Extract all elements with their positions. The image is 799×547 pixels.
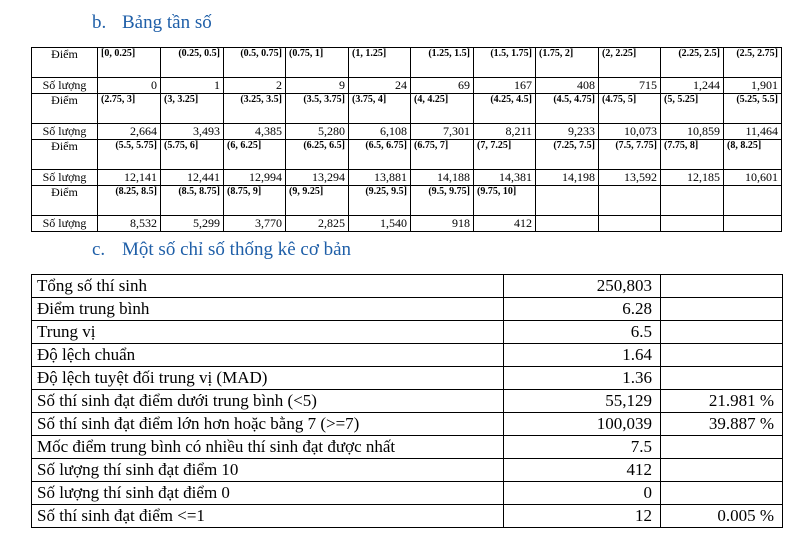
interval-cell: (3.5, 3.75]: [286, 94, 349, 124]
interval-cell: (0.25, 0.5]: [161, 48, 224, 78]
interval-row: [32, 186, 782, 216]
stat-percent: 21.981 %: [661, 390, 783, 413]
count-cell: 167: [474, 78, 536, 94]
interval-cell: (1.5, 1.75]: [474, 48, 536, 78]
count-cell: 14,198: [536, 170, 599, 186]
frequency-table: [31, 47, 782, 232]
stat-value: 1.36: [504, 367, 661, 390]
stat-value: 412: [504, 459, 661, 482]
interval-cell: [661, 186, 724, 216]
interval-row: [32, 48, 782, 78]
count-cell: 5,299: [161, 216, 224, 232]
interval-cell: (2.5, 2.75]: [724, 48, 782, 78]
count-cell: 5,280: [286, 124, 349, 140]
stat-row: [32, 275, 783, 298]
section-c-marker: c.: [92, 239, 106, 260]
count-cell: 11,464: [724, 124, 782, 140]
count-cell: 10,073: [599, 124, 661, 140]
interval-cell: (5.25, 5.5]: [724, 94, 782, 124]
count-cell: 12,141: [98, 170, 161, 186]
stat-percent: [661, 344, 783, 367]
stat-row: [32, 482, 783, 505]
section-b-title: Bảng tần số: [122, 12, 212, 33]
count-row: [32, 124, 782, 140]
stat-row: [32, 459, 783, 482]
interval-cell: (8.5, 8.75]: [161, 186, 224, 216]
interval-cell: (8, 8.25]: [724, 140, 782, 170]
count-cell: [661, 216, 724, 232]
interval-cell: (7.75, 8]: [661, 140, 724, 170]
count-row-label: Số lượng: [32, 124, 98, 140]
count-cell: 412: [474, 216, 536, 232]
stat-row: [32, 321, 783, 344]
count-cell: 7,301: [411, 124, 474, 140]
count-cell: 1: [161, 78, 224, 94]
interval-cell: [0, 0.25]: [98, 48, 161, 78]
interval-row-label: Điểm: [32, 94, 98, 124]
count-cell: 69: [411, 78, 474, 94]
stat-value: 0: [504, 482, 661, 505]
stat-label: Số thí sinh đạt điểm <=1: [32, 505, 504, 528]
interval-cell: (6, 6.25]: [224, 140, 286, 170]
count-cell: [536, 216, 599, 232]
interval-cell: (5.5, 5.75]: [98, 140, 161, 170]
count-cell: 10,859: [661, 124, 724, 140]
interval-cell: (5, 5.25]: [661, 94, 724, 124]
count-row: [32, 170, 782, 186]
count-cell: 8,532: [98, 216, 161, 232]
count-cell: 8,211: [474, 124, 536, 140]
interval-cell: (9, 9.25]: [286, 186, 349, 216]
interval-cell: (8.25, 8.5]: [98, 186, 161, 216]
count-cell: 12,441: [161, 170, 224, 186]
count-cell: 4,385: [224, 124, 286, 140]
section-c-title: Một số chỉ số thống kê cơ bản: [122, 239, 352, 260]
count-row-label: Số lượng: [32, 216, 98, 232]
interval-cell: (2, 2.25]: [599, 48, 661, 78]
count-cell: 13,881: [349, 170, 411, 186]
interval-cell: (4.25, 4.5]: [474, 94, 536, 124]
count-cell: 1,540: [349, 216, 411, 232]
count-cell: 12,185: [661, 170, 724, 186]
stat-percent: [661, 367, 783, 390]
count-row-label: Số lượng: [32, 170, 98, 186]
count-cell: 0: [98, 78, 161, 94]
stat-label: Độ lệch tuyệt đối trung vị (MAD): [32, 367, 504, 390]
interval-cell: (1, 1.25]: [349, 48, 411, 78]
interval-cell: [536, 186, 599, 216]
interval-cell: (9.25, 9.5]: [349, 186, 411, 216]
stat-percent: [661, 436, 783, 459]
stat-row: [32, 413, 783, 436]
interval-cell: (1.25, 1.5]: [411, 48, 474, 78]
statistics-table: [31, 274, 783, 528]
interval-cell: (5.75, 6]: [161, 140, 224, 170]
stat-label: Điểm trung bình: [32, 298, 504, 321]
interval-cell: (9.5, 9.75]: [411, 186, 474, 216]
interval-cell: [724, 186, 782, 216]
stat-row: [32, 390, 783, 413]
stat-row: [32, 298, 783, 321]
count-cell: [599, 216, 661, 232]
stat-value: 6.5: [504, 321, 661, 344]
count-cell: 6,108: [349, 124, 411, 140]
stat-label: Trung vị: [32, 321, 504, 344]
interval-cell: (6.25, 6.5]: [286, 140, 349, 170]
interval-row-label: Điểm: [32, 186, 98, 216]
stat-label: Số lượng thí sinh đạt điểm 0: [32, 482, 504, 505]
count-cell: 918: [411, 216, 474, 232]
stat-row: [32, 505, 783, 528]
interval-cell: (8.75, 9]: [224, 186, 286, 216]
interval-cell: (3.75, 4]: [349, 94, 411, 124]
stat-row: [32, 344, 783, 367]
stat-value: 1.64: [504, 344, 661, 367]
count-cell: 2,825: [286, 216, 349, 232]
interval-cell: (1.75, 2]: [536, 48, 599, 78]
interval-cell: (6.5, 6.75]: [349, 140, 411, 170]
section-b-heading: [92, 12, 212, 34]
interval-cell: (7, 7.25]: [474, 140, 536, 170]
interval-row: [32, 140, 782, 170]
stat-label: Mốc điểm trung bình có nhiều thí sinh đạt được nhất: [32, 436, 504, 459]
interval-cell: (3, 3.25]: [161, 94, 224, 124]
count-cell: 3,770: [224, 216, 286, 232]
stat-percent: [661, 482, 783, 505]
count-cell: 715: [599, 78, 661, 94]
interval-cell: (6.75, 7]: [411, 140, 474, 170]
interval-cell: (4.75, 5]: [599, 94, 661, 124]
count-cell: 2,664: [98, 124, 161, 140]
stat-label: Số thí sinh đạt điểm lớn hơn hoặc bằng 7 (>=7): [32, 413, 504, 436]
count-cell: 9: [286, 78, 349, 94]
count-cell: 12,994: [224, 170, 286, 186]
stat-percent: [661, 321, 783, 344]
stat-value: 7.5: [504, 436, 661, 459]
count-row: [32, 216, 782, 232]
stat-value: 100,039: [504, 413, 661, 436]
count-cell: 14,188: [411, 170, 474, 186]
count-cell: 9,233: [536, 124, 599, 140]
stat-percent: [661, 298, 783, 321]
interval-cell: (0.5, 0.75]: [224, 48, 286, 78]
stat-value: 250,803: [504, 275, 661, 298]
stat-label: Số thí sinh đạt điểm dưới trung bình (<5): [32, 390, 504, 413]
stat-label: Độ lệch chuẩn: [32, 344, 504, 367]
interval-row-label: Điểm: [32, 140, 98, 170]
interval-cell: (4.5, 4.75]: [536, 94, 599, 124]
stat-label: Số lượng thí sinh đạt điểm 10: [32, 459, 504, 482]
stat-percent: [661, 459, 783, 482]
interval-cell: [599, 186, 661, 216]
count-cell: 2: [224, 78, 286, 94]
interval-cell: (0.75, 1]: [286, 48, 349, 78]
count-cell: 13,592: [599, 170, 661, 186]
stat-label: Tổng số thí sinh: [32, 275, 504, 298]
stat-percent: [661, 275, 783, 298]
section-b-marker: b.: [92, 12, 107, 33]
stat-value: 6.28: [504, 298, 661, 321]
interval-cell: (4, 4.25]: [411, 94, 474, 124]
stat-value: 55,129: [504, 390, 661, 413]
count-row-label: Số lượng: [32, 78, 98, 94]
count-cell: 3,493: [161, 124, 224, 140]
count-cell: 1,901: [724, 78, 782, 94]
interval-row-label: Điểm: [32, 48, 98, 78]
count-row: [32, 78, 782, 94]
count-cell: 1,244: [661, 78, 724, 94]
stat-value: 12: [504, 505, 661, 528]
count-cell: 408: [536, 78, 599, 94]
count-cell: 13,294: [286, 170, 349, 186]
stat-row: [32, 367, 783, 390]
count-cell: 24: [349, 78, 411, 94]
interval-cell: (2.75, 3]: [98, 94, 161, 124]
interval-cell: (9.75, 10]: [474, 186, 536, 216]
interval-cell: (7.25, 7.5]: [536, 140, 599, 170]
interval-row: [32, 94, 782, 124]
interval-cell: (7.5, 7.75]: [599, 140, 661, 170]
stat-row: [32, 436, 783, 459]
count-cell: [724, 216, 782, 232]
stat-percent: 39.887 %: [661, 413, 783, 436]
interval-cell: (3.25, 3.5]: [224, 94, 286, 124]
interval-cell: (2.25, 2.5]: [661, 48, 724, 78]
stat-percent: 0.005 %: [661, 505, 783, 528]
count-cell: 10,601: [724, 170, 782, 186]
count-cell: 14,381: [474, 170, 536, 186]
section-c-heading: [92, 239, 351, 261]
